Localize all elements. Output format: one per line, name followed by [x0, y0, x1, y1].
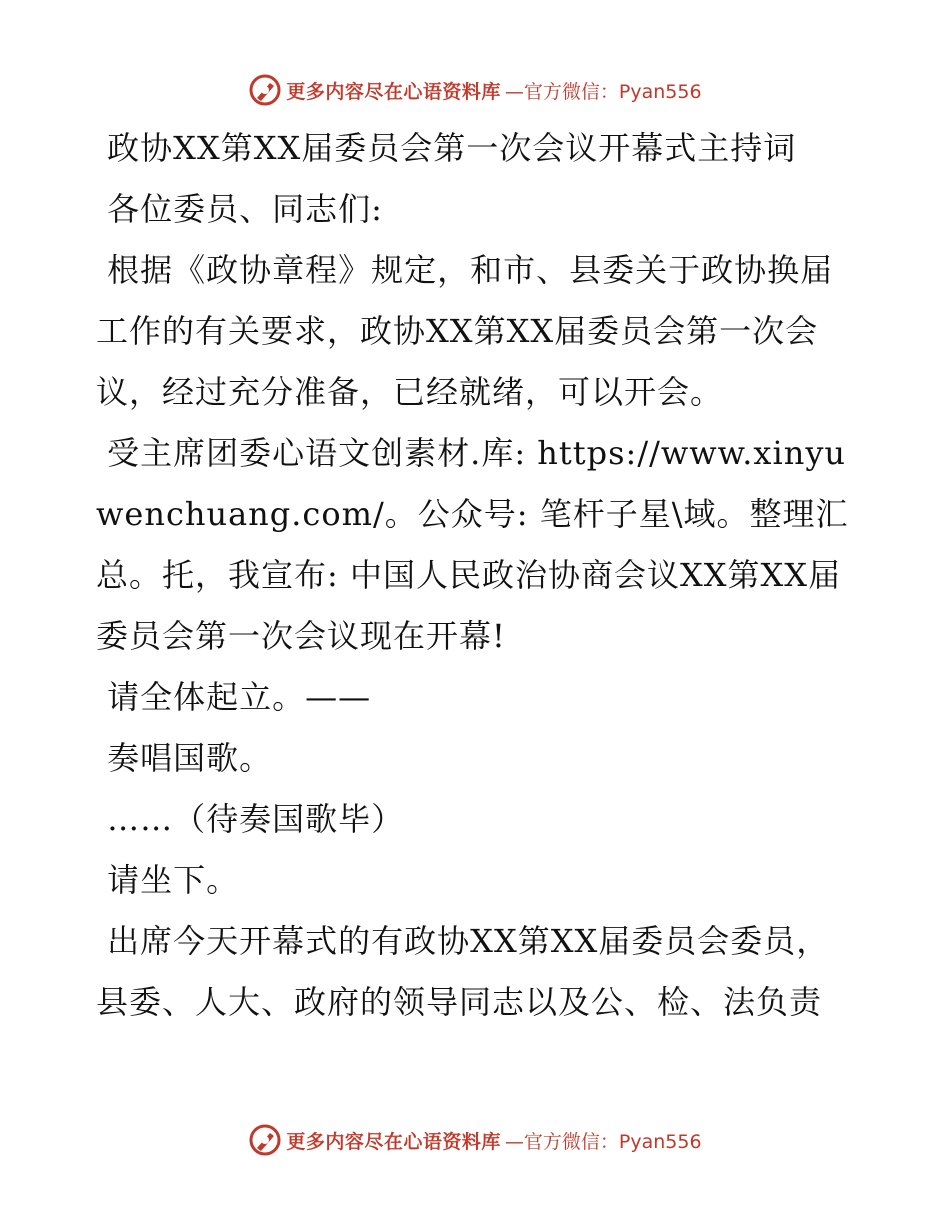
watermark-main-text: 更多内容尽在心语资料库	[286, 1130, 501, 1153]
document-body	[96, 118, 856, 1033]
document-title: 政协XX第XX届委员会第一次会议开幕式主持词	[96, 129, 797, 167]
paragraph: 奏唱国歌。	[96, 739, 273, 777]
pen-logo-icon	[248, 1123, 282, 1157]
pen-logo-icon	[248, 73, 282, 107]
watermark-main-text: 更多内容尽在心语资料库	[286, 80, 501, 103]
paragraph: 出席今天开幕式的有政协XX第XX届委员会委员，县委、人大、政府的领导同志以及公、检、法负责	[96, 922, 830, 1021]
paragraph: 请坐下。	[96, 861, 240, 899]
paragraph: 根据《政协章程》规定，和市、县委关于政协换届工作的有关要求，政协XX第XX届委员会第一次会议，经过充分准备，已经就绪，可以开会。	[96, 251, 834, 411]
paragraph: ……（待奏国歌毕）	[96, 800, 405, 838]
watermark-sub-text: —官方微信：Pyan556	[504, 1130, 702, 1153]
watermark-footer	[0, 1120, 950, 1160]
paragraph: 请全体起立。——	[96, 678, 372, 716]
watermark-sub-text: —官方微信：Pyan556	[504, 80, 702, 103]
watermark-header	[0, 70, 950, 110]
paragraph: 各位委员、同志们:	[96, 190, 383, 228]
paragraph: 受主席团委心语文创素材.库: https://www.xinyuwenchuang.com/。公众号: 笔杆子星\域。整理汇总。托，我宣布: 中国人民政治协商会议XX第XX届委员会第一次会议现在开幕!	[96, 434, 849, 655]
